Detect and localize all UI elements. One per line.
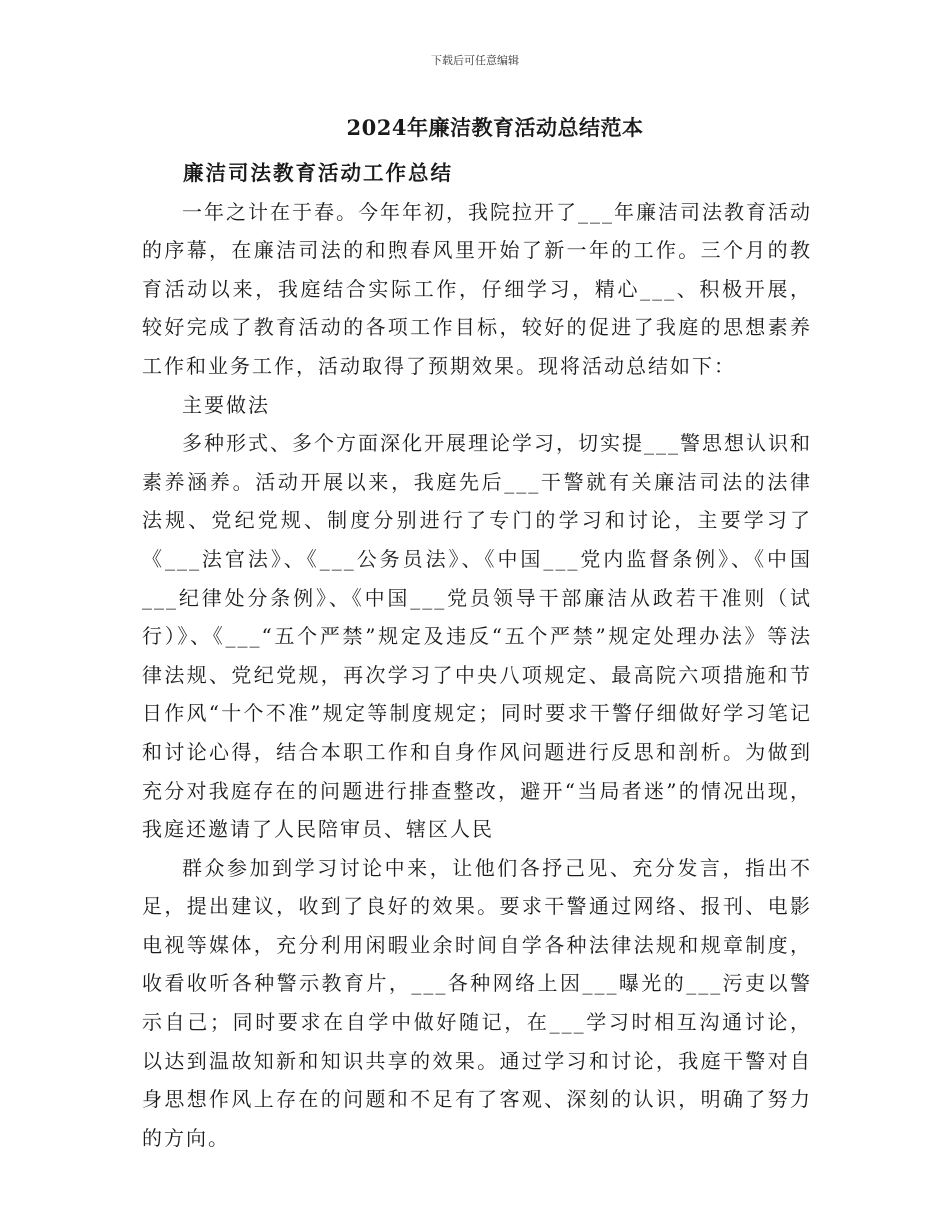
document-subtitle: 廉洁司法教育活动工作总结 <box>183 161 453 185</box>
section-heading-main-methods: 主要做法 <box>182 392 270 417</box>
document-title: 2024年廉洁教育活动总结范本 <box>346 115 644 140</box>
paragraph-public-participation: 群众参加到学习讨论中来，让他们各抒己见、充分发言，指出不足，提出建议，收到了良好的效果。要求干警通过网络、报刊、电影电视等媒体，充分利用闲暇业余时间自学各种法律法规和规章制度，收看收听各种警示教育片，___各种网络上因___曝光的___污吏以警示自己；同时要求在自学中做好随记，在___学习时相互沟通讨论，以达到温故知新和知识共享的效果。通过学习和讨论，我庭干警对自身思想作风上存在的问题和不足有了客观、深刻的认识，明确了努力的方向。 <box>142 855 812 1150</box>
header-note: 下载后可任意编辑 <box>431 54 519 67</box>
document-body <box>142 154 812 1157</box>
paragraph-theory-study: 多种形式、多个方面深化开展理论学习，切实提___警思想认识和素养涵养。活动开展以来，我庭先后___干警就有关廉洁司法的法律法规、党纪党规、制度分别进行了专门的学习和讨论，主要学习了《___法官法》、《___公务员法》、《中国___党内监督条例》、《中国___纪律处分条例》、《中国___党员领导干部廉洁从政若干准则（试行）》、《___“五个严禁”规定及违反“五个严禁”规定处理办法》等法律法规、党纪党规，再次学习了中央八项规定、最高院六项措施和节日作风“十个不准”规定等制度规定；同时要求干警仔细做好学习笔记和讨论心得，结合本职工作和自身作风问题进行反思和剖析。为做到充分对我庭存在的问题进行排查整改，避开“当局者迷”的情况出现，我庭还邀请了人民陪审员、辖区人民 <box>142 431 812 842</box>
paragraph-intro: 一年之计在于春。今年年初，我院拉开了___年廉洁司法教育活动的序幕，在廉洁司法的和煦春风里开始了新一年的工作。三个月的教育活动以来，我庭结合实际工作，仔细学习，精心___、积极开展，较好完成了教育活动的各项工作目标，较好的促进了我庭的思想素养工作和业务工作，活动取得了预期效果。现将活动总结如下： <box>142 199 812 378</box>
